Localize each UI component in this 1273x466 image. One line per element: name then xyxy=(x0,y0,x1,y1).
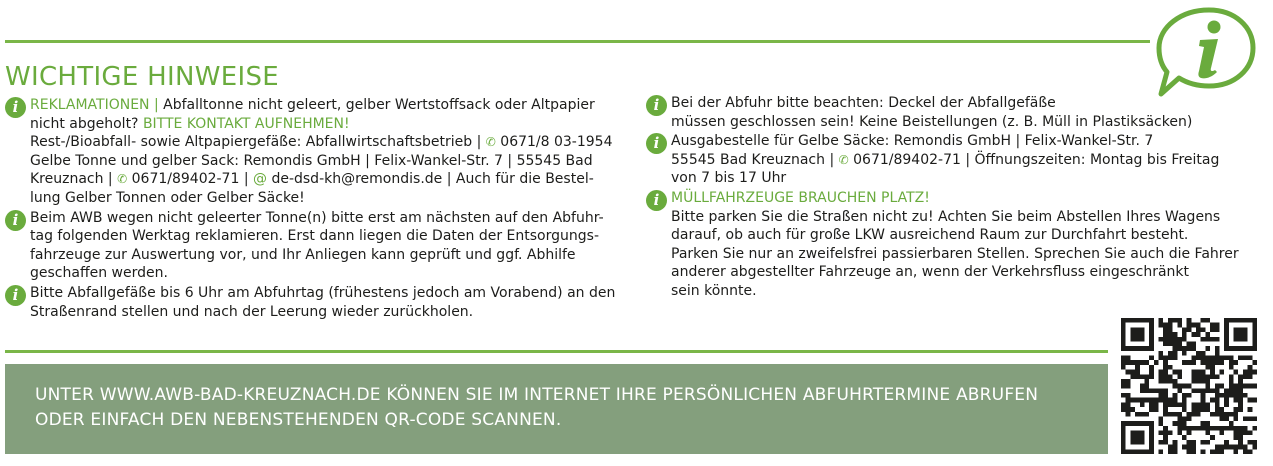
remondis-city: Kreuznach | xyxy=(30,171,118,188)
left-column xyxy=(5,96,615,322)
banner-line: ODER EINFACH DEN NEBENSTEHENDEN QR-CODE SCANNEN. xyxy=(35,410,562,430)
awb-phone-number: 0671/8 03-1954 xyxy=(500,134,613,151)
note-line: tag folgenden Werktag reklamieren. Erst dann liegen die Daten der Entsorgungs- xyxy=(30,228,599,245)
note-line: darauf, ob auch für große LKW ausreichend Raum zur Durchfahrt besteht. xyxy=(671,227,1189,244)
bottom-divider xyxy=(5,350,1108,353)
yellow-bag-pickup-note xyxy=(646,132,1246,188)
note-line: sein könnte. xyxy=(671,282,757,299)
remondis-address: Gelbe Tonne und gelber Sack: Remondis GmbH | Felix-Wankel-Str. 7 | 55545 Bad xyxy=(30,152,593,169)
phone-icon: ✆ xyxy=(117,172,128,187)
note-line: Bitte parken Sie die Straßen nicht zu! Achten Sie beim Abstellen Ihres Wagens xyxy=(671,208,1221,225)
phone-icon: ✆ xyxy=(838,152,849,167)
note-line: Bei der Abfuhr bitte beachten: Deckel der Abfallgefäße xyxy=(671,95,1056,111)
qr-finder-pattern xyxy=(1224,318,1257,351)
pickup-city: 55545 Bad Kreuznach | xyxy=(671,151,839,168)
ordering-text: lung Gelber Tonnen oder Gelber Säcke! xyxy=(30,189,305,206)
parking-heading: MÜLLFAHRZEUGE BRAUCHEN PLATZ! xyxy=(671,189,930,206)
contact-keyword: BITTE KONTAKT AUFNEHMEN! xyxy=(142,115,350,132)
right-column xyxy=(646,94,1246,302)
qr-code[interactable] xyxy=(1121,318,1257,454)
opening-hours: von 7 bis 17 Uhr xyxy=(671,170,787,187)
top-divider xyxy=(5,40,1150,43)
note-line: Bitte Abfallgefäße bis 6 Uhr am Abfuhrtag (frühestens jedoch am Vorabend) an den xyxy=(30,284,616,301)
note-line: Parken Sie nur an zweifelsfrei passierbaren Stellen. Sprechen Sie auch die Fahrer xyxy=(671,245,1239,262)
info-icon: i xyxy=(5,210,26,231)
at-icon: @ xyxy=(253,171,267,188)
note-line: Straßenrand stellen und nach der Leerung wieder zurückholen. xyxy=(30,303,474,320)
opening-hours: | Öffnungszeiten: Montag bis Freitag xyxy=(960,151,1220,168)
qr-finder-pattern xyxy=(1121,421,1154,454)
info-icon: i xyxy=(646,95,667,116)
banner-line: UNTER WWW.AWB-BAD-KREUZNACH.DE KÖNNEN SIE IM INTERNET IHRE PERSÖNLICHEN ABFUHRTERMINE ABRUFEN xyxy=(35,385,1039,405)
awb-complaint-note xyxy=(5,209,615,283)
lid-note xyxy=(646,94,1246,131)
info-icon: i xyxy=(646,190,667,211)
note-line: Beim AWB wegen nicht geleerter Tonne(n) bitte erst am nächsten auf den Abfuhr- xyxy=(30,209,604,226)
info-icon: i xyxy=(5,97,26,118)
note-line: Ausgabestelle für Gelbe Säcke: Remondis GmbH | Felix-Wankel-Str. 7 xyxy=(671,133,1154,150)
complaint-text: nicht abgeholt? xyxy=(30,115,143,132)
note-line: fahrzeuge zur Auswertung vor, und Ihr Anliegen kann geprüft und ggf. Abhilfe xyxy=(30,246,576,263)
complaints-keyword: REKLAMATIONEN | xyxy=(30,97,159,113)
separator: | xyxy=(239,171,253,188)
pickup-phone-number: 0671/89402-71 xyxy=(853,151,961,168)
page-title: WICHTIGE HINWEISE xyxy=(5,62,279,92)
complaint-text: Abfalltonne nicht geleert, gelber Wertstoffsack oder Altpapier xyxy=(158,97,595,113)
website-banner xyxy=(5,364,1108,454)
note-line: müssen geschlossen sein! Keine Beistellungen (z. B. Müll in Plastiksäcken) xyxy=(671,113,1193,130)
info-icon: i xyxy=(5,285,26,306)
complaint-note xyxy=(5,96,615,208)
remondis-phone-number: 0671/89402-71 xyxy=(131,171,240,188)
ordering-text: | Auch für die Bestel- xyxy=(442,171,594,188)
phone-icon: ✆ xyxy=(485,135,496,150)
speech-bubble-info-icon xyxy=(1153,2,1259,98)
note-line: anderer abgestellter Fahrzeuge an, wenn der Verkehrsfluss eingeschränkt xyxy=(671,264,1190,281)
qr-finder-pattern xyxy=(1121,318,1154,351)
note-line: geschaffen werden. xyxy=(30,265,168,282)
email-link[interactable]: de-dsd-kh@remondis.de xyxy=(271,171,443,188)
placement-note xyxy=(5,284,615,321)
parking-note xyxy=(646,189,1246,301)
awb-contact-text: Rest-/Bioabfall- sowie Altpapiergefäße: Abfallwirtschaftsbetrieb | xyxy=(30,134,486,151)
info-icon: i xyxy=(646,133,667,154)
